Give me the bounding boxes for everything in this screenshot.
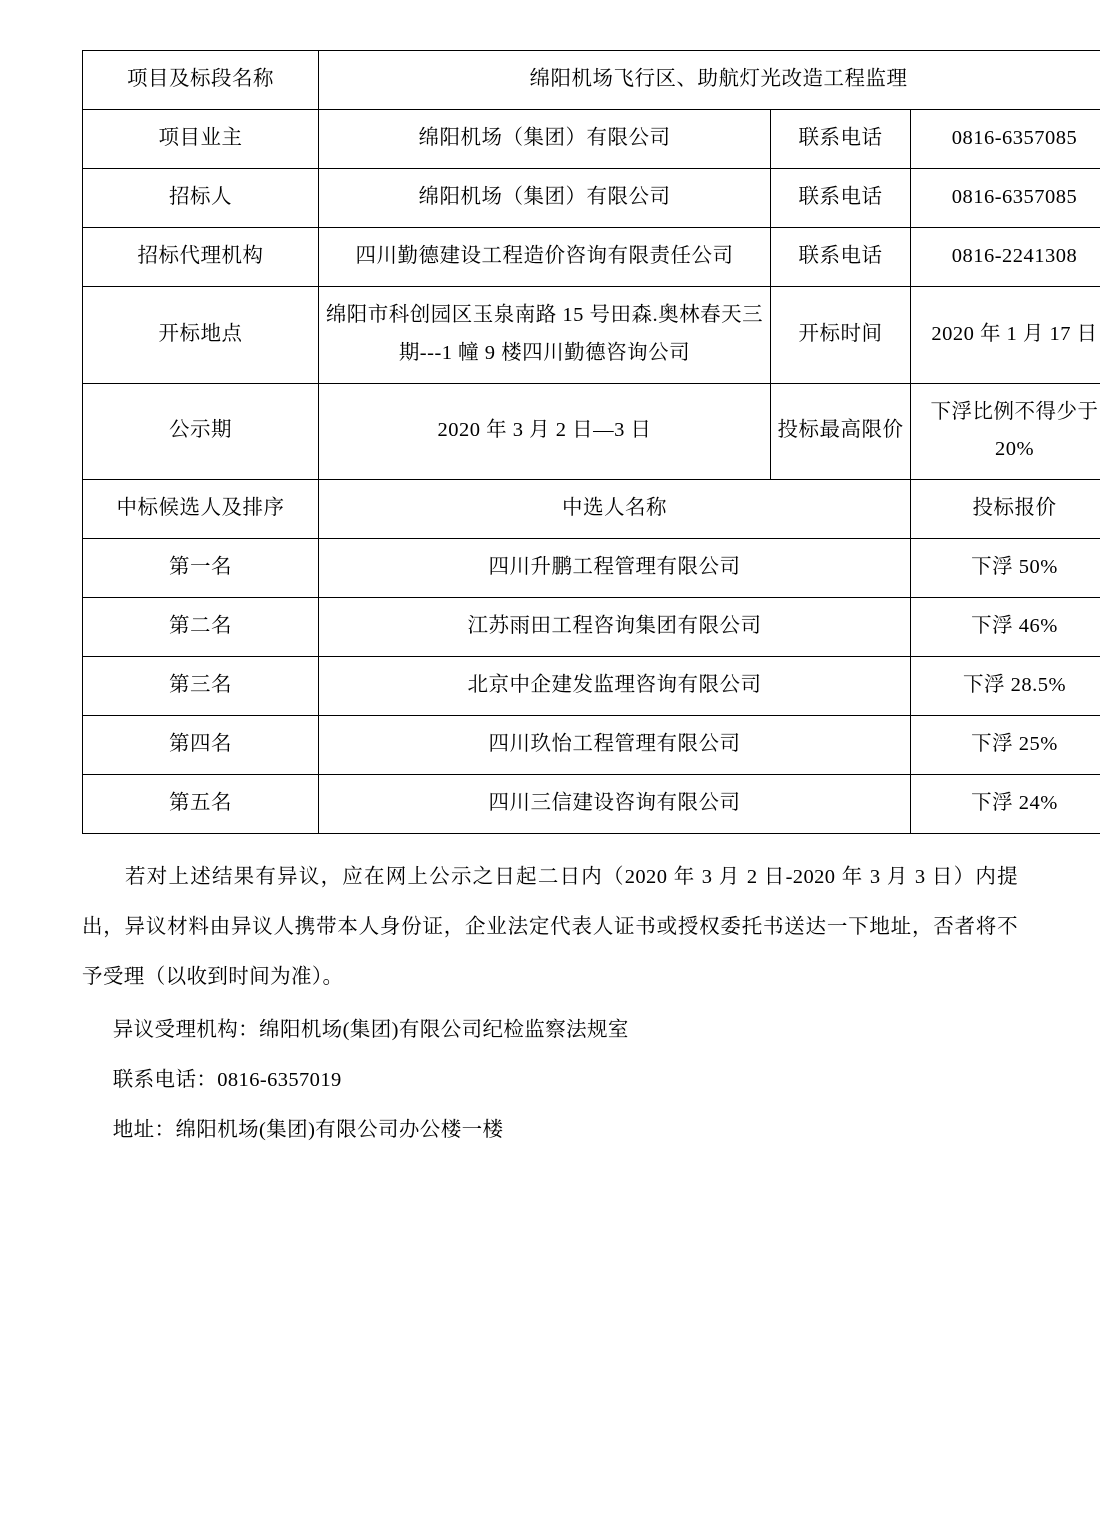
- candidate-name: 北京中企建发监理咨询有限公司: [319, 657, 911, 716]
- row-value-secondary: 2020 年 1 月 17 日: [911, 286, 1100, 383]
- table-row: [83, 383, 1100, 480]
- candidate-name: 四川玖怡工程管理有限公司: [319, 716, 911, 775]
- candidates-price-header: 投标报价: [911, 480, 1100, 539]
- table-row: [83, 539, 1100, 598]
- row-label: 公示期: [83, 383, 319, 480]
- table-row: [83, 774, 1100, 833]
- candidate-name: 四川三信建设咨询有限公司: [319, 774, 911, 833]
- candidates-name-header: 中选人名称: [319, 480, 911, 539]
- row-label: 招标代理机构: [83, 227, 319, 286]
- candidates-header-row: [83, 480, 1100, 539]
- contact-block: [82, 1005, 1018, 1156]
- candidate-rank: 第一名: [83, 539, 319, 598]
- candidate-price: 下浮 24%: [911, 774, 1100, 833]
- candidate-name: 四川升鹏工程管理有限公司: [319, 539, 911, 598]
- row-label-secondary: 开标时间: [771, 286, 911, 383]
- candidates-rank-header: 中标候选人及排序: [83, 480, 319, 539]
- row-value: 绵阳机场（集团）有限公司: [319, 109, 771, 168]
- candidate-rank: 第三名: [83, 657, 319, 716]
- candidate-price: 下浮 25%: [911, 716, 1100, 775]
- row-label-secondary: 联系电话: [771, 227, 911, 286]
- row-label: 项目及标段名称: [83, 51, 319, 110]
- row-label-secondary: 联系电话: [771, 109, 911, 168]
- row-label-secondary: 联系电话: [771, 168, 911, 227]
- row-value-secondary: 0816-6357085: [911, 109, 1100, 168]
- row-label-secondary: 投标最高限价: [771, 383, 911, 480]
- row-value-secondary: 0816-2241308: [911, 227, 1100, 286]
- row-value: 绵阳机场（集团）有限公司: [319, 168, 771, 227]
- table-row: [83, 51, 1100, 110]
- table-row: [83, 286, 1100, 383]
- row-value-secondary: 下浮比例不得少于 20%: [911, 383, 1100, 480]
- row-value: 绵阳市科创园区玉泉南路 15 号田森.奥林春天三期---1 幢 9 楼四川勤德咨询公司: [319, 286, 771, 383]
- table-row: [83, 168, 1100, 227]
- bid-result-table: [82, 50, 1100, 834]
- contact-phone: 联系电话：0816-6357019: [112, 1068, 342, 1091]
- candidate-name: 江苏雨田工程咨询集团有限公司: [319, 598, 911, 657]
- row-value: 四川勤德建设工程造价咨询有限责任公司: [319, 227, 771, 286]
- objection-authority: 异议受理机构：绵阳机场(集团)有限公司纪检监察法规室: [112, 1018, 629, 1041]
- row-label: 开标地点: [83, 286, 319, 383]
- table-row: [83, 227, 1100, 286]
- table-row: [83, 598, 1100, 657]
- row-value: 绵阳机场飞行区、助航灯光改造工程监理: [319, 51, 1100, 110]
- table-row: [83, 657, 1100, 716]
- table-row: [83, 716, 1100, 775]
- candidate-price: 下浮 28.5%: [911, 657, 1100, 716]
- candidate-price: 下浮 46%: [911, 598, 1100, 657]
- row-label: 招标人: [83, 168, 319, 227]
- candidate-price: 下浮 50%: [911, 539, 1100, 598]
- notes-section: [82, 852, 1018, 1155]
- objection-paragraph: 若对上述结果有异议，应在网上公示之日起二日内（2020 年 3 月 2 日-2020 年 3 月 3 日）内提出，异议材料由异议人携带本人身份证，企业法定代表人证书或授权委托书送达一下地址，否者将不予受理（以收到时间为准）。: [82, 865, 1018, 989]
- candidate-rank: 第二名: [83, 598, 319, 657]
- row-value: 2020 年 3 月 2 日—3 日: [319, 383, 771, 480]
- row-value-secondary: 0816-6357085: [911, 168, 1100, 227]
- row-label: 项目业主: [83, 109, 319, 168]
- candidate-rank: 第四名: [83, 716, 319, 775]
- contact-address: 地址：绵阳机场(集团)有限公司办公楼一楼: [112, 1119, 504, 1141]
- table-row: [83, 109, 1100, 168]
- candidate-rank: 第五名: [83, 774, 319, 833]
